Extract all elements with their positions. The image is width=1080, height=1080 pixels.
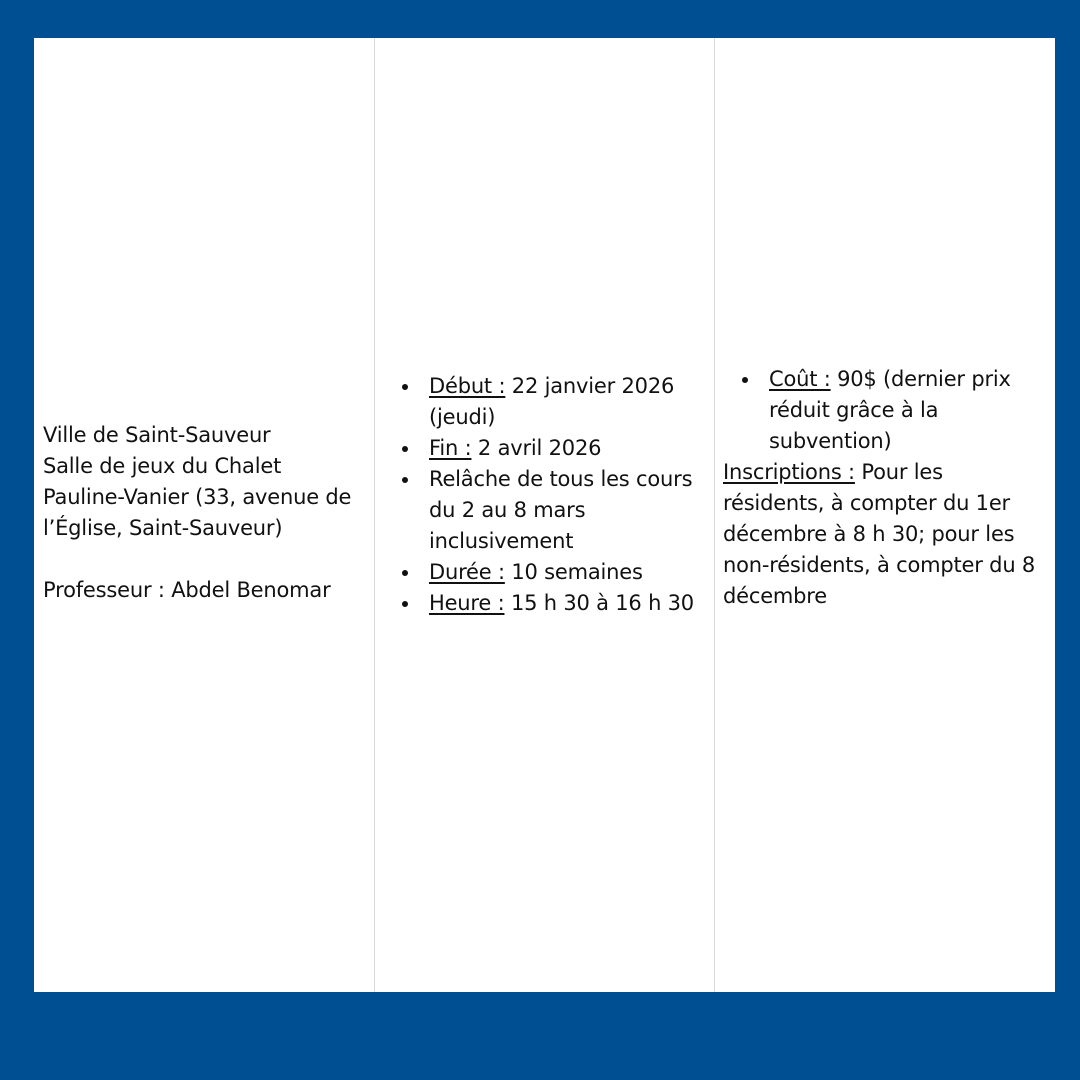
- start-label: Début :: [429, 374, 506, 398]
- break-note: Relâche de tous les cours du 2 au 8 mars inclusivement: [429, 467, 693, 553]
- cost-list: [723, 364, 1049, 457]
- venue-address: Salle de jeux du Chalet Pauline-Vanier (33, avenue de l’Église, Saint-Sauveur): [43, 454, 352, 540]
- time-label: Heure :: [429, 591, 505, 615]
- registration-value: Pour les résidents, à compter du 1er décembre à 8 h 30; pour les non-résidents, à compter du 8 décembre: [723, 460, 1036, 608]
- list-item: [421, 433, 704, 464]
- end-label: Fin :: [429, 436, 472, 460]
- location-block: [43, 420, 366, 606]
- cost-label: Coût :: [769, 367, 831, 391]
- list-item: [761, 364, 1049, 457]
- cost-value: 90$ (dernier prix réduit grâce à la subvention): [769, 367, 1011, 453]
- list-item: [421, 371, 704, 433]
- city-name: Ville de Saint-Sauveur: [43, 423, 271, 447]
- list-item: [421, 588, 704, 619]
- schedule-block: [383, 371, 704, 619]
- schedule-list: [383, 371, 704, 619]
- schedule-column: [374, 38, 714, 992]
- pricing-block: [723, 364, 1049, 612]
- info-card: [34, 38, 1055, 992]
- location-column: [34, 38, 374, 992]
- list-item: [421, 557, 704, 588]
- registration-text: [723, 457, 1049, 612]
- registration-label: Inscriptions :: [723, 460, 855, 484]
- duration-label: Durée :: [429, 560, 505, 584]
- teacher-name: Professeur : Abdel Benomar: [43, 578, 331, 602]
- pricing-column: [714, 38, 1055, 992]
- duration-value: 10 semaines: [504, 560, 643, 584]
- list-item: [421, 464, 704, 557]
- spacer: [43, 544, 366, 575]
- end-value: 2 avril 2026: [471, 436, 602, 460]
- time-value: 15 h 30 à 16 h 30: [504, 591, 694, 615]
- start-value: 22 janvier 2026 (jeudi): [429, 374, 675, 429]
